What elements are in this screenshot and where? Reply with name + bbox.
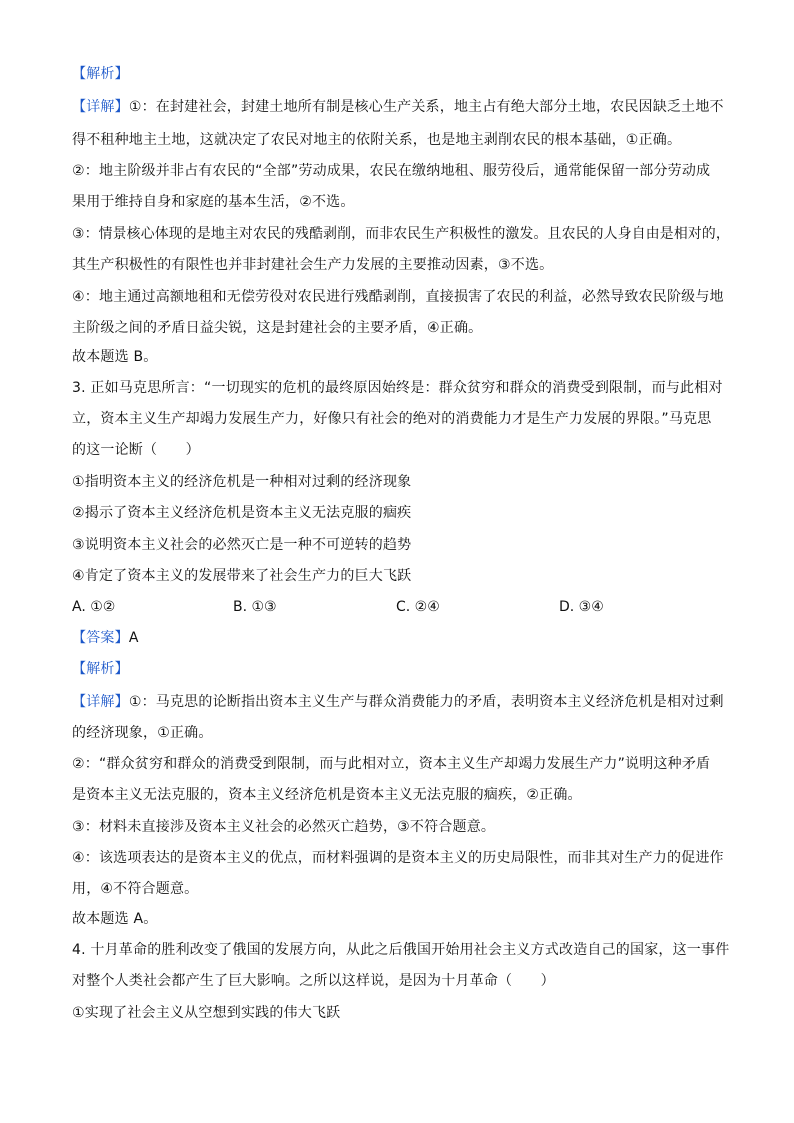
q2-point4-line-2: 主阶级之间的矛盾日益尖锐，这是封建社会的主要矛盾，④正确。 xyxy=(72,320,483,336)
q3-analysis-label: 【解析】 xyxy=(72,661,129,677)
q3-answer-label: 【答案】 xyxy=(72,630,129,646)
q3-option-a: A. ①② xyxy=(72,599,116,615)
q4-choice-1: ①实现了社会主义从空想到实践的伟大飞跃 xyxy=(72,1005,341,1021)
q3-answer-line xyxy=(72,628,139,648)
q2-point4-line-1: ④：地主通过高额地租和无偿劳役对农民进行残酷剥削，直接损害了农民的利益，必然导致农民阶级与地 xyxy=(72,289,724,305)
q3-point4-line-1: ④：该选项表达的是资本主义的优点，而材料强调的是资本主义的历史局限性，而非其对生产力的促进作 xyxy=(72,850,724,866)
q3-stem-line-2: 立，资本主义生产却竭力发展生产力，好像只有社会的绝对的消费能力才是生产力发展的界限。”马克思 xyxy=(72,411,712,427)
q3-choice-4: ④肯定了资本主义的发展带来了社会生产力的巨大飞跃 xyxy=(72,568,412,584)
q2-point2-line-2: 果用于维持自身和家庭的基本生活，②不选。 xyxy=(72,194,355,210)
q2-detail-line-2: 得不租种地主土地，这就决定了农民对地主的依附关系，也是地主剥削农民的根本基础，①正确。 xyxy=(72,132,682,148)
q2-analysis-label: 【解析】 xyxy=(72,66,129,82)
q3-point2-line-1: ②：“群众贫穷和群众的消费受到限制，而与此相对立，资本主义生产却竭力发展生产力”说明这种矛盾 xyxy=(72,756,711,772)
q4-stem-line-2: 对整个人类社会都产生了巨大影响。之所以这样说，是因为十月革命（ ） xyxy=(72,973,555,989)
q3-detail-line-1 xyxy=(72,692,724,712)
q2-point3-line-2: 其生产积极性的有限性也并非封建社会生产力发展的主要推动因素，③不选。 xyxy=(72,257,554,273)
q3-choice-1: ①指明资本主义的经济危机是一种相对过剩的经济现象 xyxy=(72,474,412,490)
q3-stem-line-3: 的这一论断（ ） xyxy=(72,442,200,458)
q2-point2-line-1: ②：地主阶级并非占有农民的“全部”劳动成果，农民在缴纳地租、服劳役后，通常能保留一部分劳动成 xyxy=(72,163,711,179)
q3-option-d: D. ③④ xyxy=(559,599,604,615)
q3-option-b: B. ①③ xyxy=(233,599,277,615)
q2-detail-label: 【详解】 xyxy=(72,99,129,115)
q3-detail-line-2: 的经济现象，①正确。 xyxy=(72,725,213,741)
q3-stem-line-1: 3. 正如马克思所言：“一切现实的危机的最终原因始终是：群众贫穷和群众的消费受到限制，而与此相对 xyxy=(72,380,723,396)
q3-point4-line-2: 用，④不符合题意。 xyxy=(72,881,199,897)
q3-detail-text-1: ①：马克思的论断指出资本主义生产与群众消费能力的矛盾，表明资本主义经济危机是相对过剩 xyxy=(128,694,724,710)
q2-detail-text-1: ①：在封建社会，封建土地所有制是核心生产关系，地主占有绝大部分土地，农民因缺乏土地不 xyxy=(128,99,724,115)
q3-answer-value: A xyxy=(128,630,139,646)
q4-stem-line-1: 4. 十月革命的胜利改变了俄国的发展方向，从此之后俄国开始用社会主义方式改造自己的国家，这一事件 xyxy=(72,942,730,958)
q3-point3-line-1: ③：材料未直接涉及资本主义社会的必然灭亡趋势，③不符合题意。 xyxy=(72,819,496,835)
q3-point2-line-2: 是资本主义无法克服的，资本主义经济危机是资本主义无法克服的痼疾，②正确。 xyxy=(72,787,582,803)
q2-point3-line-1: ③：情景核心体现的是地主对农民的残酷剥削，而非农民生产积极性的激发。且农民的人身自由是相对的， xyxy=(72,226,730,242)
q2-conclusion: 故本题选 B。 xyxy=(72,349,158,365)
q3-choice-2: ②揭示了资本主义经济危机是资本主义无法克服的痼疾 xyxy=(72,505,412,521)
q3-choice-3: ③说明资本主义社会的必然灭亡是一种不可逆转的趋势 xyxy=(72,537,412,553)
q2-detail-line-1 xyxy=(72,97,724,117)
q3-option-c: C. ②④ xyxy=(396,599,440,615)
q3-conclusion: 故本题选 A。 xyxy=(72,911,158,927)
q3-detail-label: 【详解】 xyxy=(72,694,129,710)
